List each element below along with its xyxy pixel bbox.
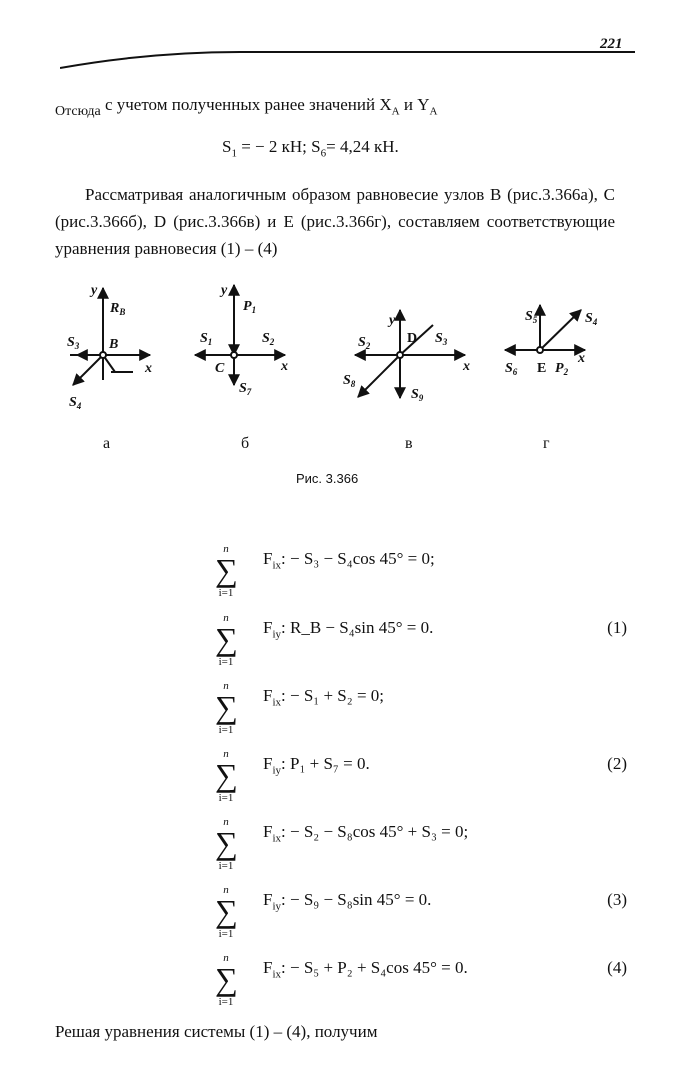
sum-symbol: n ∑ i=1 (215, 680, 238, 736)
result-line: $S_1$ = − 2 кН; $S_6= 4,24$ кН. (222, 137, 399, 160)
equation-number: (4) (607, 958, 627, 977)
equation-expression: $F_{ix}$: − S₁ + S₂ = 0; (263, 686, 385, 709)
equation-expression: $F_{iy}$: − S₉ − S₈sin 45° = 0. (263, 890, 432, 913)
svg-text:x: x (145, 361, 152, 376)
equation-row (215, 740, 635, 804)
figure-c (355, 310, 465, 398)
equation-expression: $F_{ix}$: − S₂ − S₈cos 45° + S₃ = 0; (263, 822, 469, 845)
svg-text:S4: $S_4$ (69, 395, 82, 411)
equation-row (215, 944, 635, 1008)
figure-b-labels (200, 283, 288, 397)
header-rule (60, 40, 635, 70)
svg-text:в: в (405, 435, 413, 450)
svg-text:C: C (215, 361, 225, 376)
figure-c-labels (343, 313, 470, 403)
equation-expression: $F_{iy}$: P₁ + S₇ = 0. (263, 754, 370, 777)
equation-row (215, 876, 635, 940)
svg-text:x: x (281, 359, 288, 374)
sum-symbol: n ∑ i=1 (215, 543, 238, 599)
figure-letters (103, 435, 550, 450)
equation-row (215, 808, 635, 872)
sum-symbol: n ∑ i=1 (215, 816, 238, 872)
svg-text:S3: $S_3$ (435, 331, 448, 347)
intro-line: $_{Отсюда}$ с учетом полученных ранее значений $X_A$ и $Y_A$ (55, 95, 438, 119)
figure-3-366 (55, 280, 635, 450)
svg-text:E: E (537, 361, 547, 376)
svg-text:B: B (109, 337, 119, 352)
sum-symbol: n ∑ i=1 (215, 612, 238, 668)
sum-symbol: n ∑ i=1 (215, 952, 238, 1008)
svg-text:б: б (241, 435, 250, 450)
svg-text:x: x (463, 359, 470, 374)
svg-text:y: y (91, 283, 98, 298)
equation-row (215, 672, 635, 736)
svg-text:D: D (407, 331, 418, 346)
svg-text:y: y (221, 283, 228, 298)
figure-caption: Рис. 3.366 (296, 471, 359, 486)
svg-text:а: а (103, 435, 111, 450)
svg-text:S8: $S_8$ (343, 373, 356, 389)
sum-symbol: n ∑ i=1 (215, 748, 238, 804)
svg-text:P1: $P_1$ (243, 299, 257, 315)
svg-text:S6: $S_6$ (505, 361, 518, 377)
equation-number: (2) (607, 754, 627, 773)
equation-row (215, 535, 635, 599)
svg-text:y: y (389, 313, 396, 328)
svg-text:P2: $P_2$ (555, 361, 569, 377)
svg-text:г: г (543, 435, 550, 450)
figure-a-labels (67, 283, 152, 411)
figure-b (195, 285, 285, 385)
equation-expression: $F_{iy}$: R_B − S₄sin 45° = 0. (263, 618, 434, 641)
svg-text:S1: $S_1$ (200, 331, 213, 347)
figure-d-labels (505, 309, 598, 377)
svg-text:S5: $S_5$ (525, 309, 538, 325)
body-paragraph: Рассматривая аналогичным образом равновесие узлов В (рис.3.366а), С (рис.3.366б), D (рис.3.366в) и Е (рис.3.366г), составляем соответствующие уравнения равновесия (1) – (4) (55, 185, 615, 258)
svg-text:RB: $R_B$ (110, 301, 126, 317)
closing-line: Решая уравнения системы (1) – (4), получим (55, 1022, 378, 1041)
equation-expression: $F_{ix}$: − S₃ − S₄cos 45° = 0; (263, 549, 435, 572)
svg-text:x: x (578, 351, 585, 366)
page-number: 221 (600, 36, 623, 52)
equation-row (215, 604, 635, 668)
equation-number: (3) (607, 890, 627, 909)
svg-text:S9: $S_9$ (411, 387, 424, 403)
equation-expression: $F_{ix}$: − S₅ + P₂ + S₄cos 45° = 0. (263, 958, 468, 981)
svg-text:S2: $S_2$ (358, 335, 371, 351)
svg-text:S3: $S_3$ (67, 335, 80, 351)
equation-number: (1) (607, 618, 627, 637)
figure-d (505, 305, 585, 353)
svg-text:S7: $S_7$ (239, 381, 252, 397)
svg-text:S4: $S_4$ (585, 311, 598, 327)
svg-text:S2: $S_2$ (262, 331, 275, 347)
sum-symbol: n ∑ i=1 (215, 884, 238, 940)
